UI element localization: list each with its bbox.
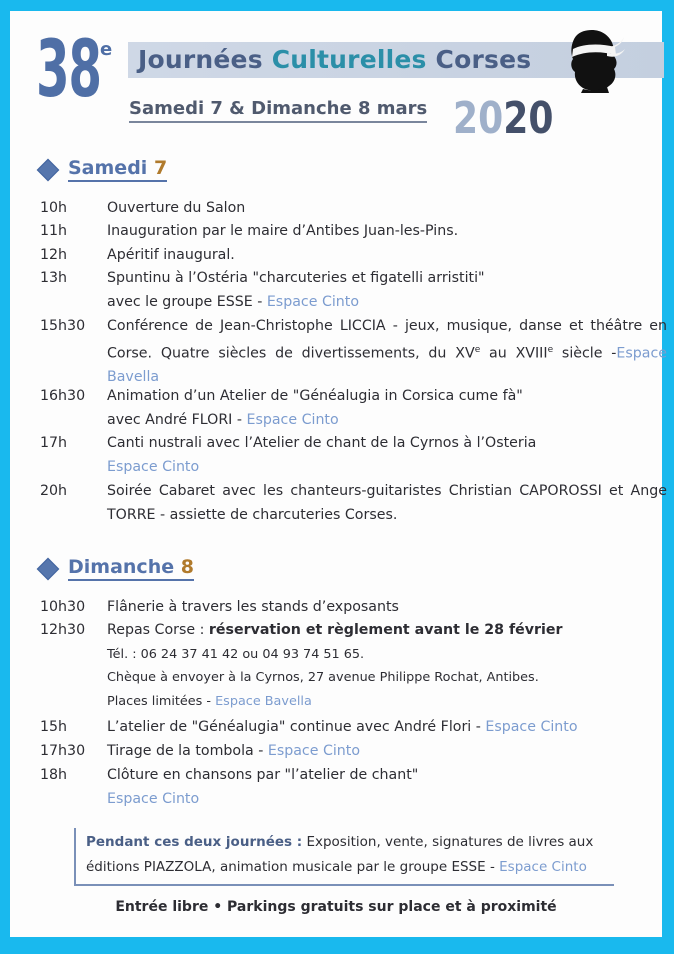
moor-head-icon [563, 29, 625, 93]
event-year: 2020 [453, 93, 554, 144]
program-page: 38 e Journées Culturelles Corses Samedi 7 & Dimanche 8 mars 2020 Samedi 7 10h Ouverture du Salon 11h Inauguration par le maire d’Antibes Juan-les-Pins. 12h Apéritif inaugural. 13h Spuntinu à l’Ostéria "charcuteries et figatelli arristiti" avec le groupe ESSE - Espace Cinto 15h30 Conférence de Jean-Christophe LICCIA - jeux, musique, danse et théâtre en Corse. Quatre siècles de divertissements, du XVe au XVIIIe siècle -Espace Bavella 16h30 Animation d’un Atelier de "Généalugia in Corsica cume fà" avec André FLORI - Espace Cinto 17h Canti nustrali avec l’Atelier de chant de la Cyrnos à l’Osteria Espace Cinto 20h Soirée Cabaret avec les chanteurs-guitaristes Christian CAPOROSSI et Ange TORRE - assiette de charcuteries Corses. Dimanche 8 10h30 Flânerie à travers les stands d’exposants 12h30 Repas Corse : réservation et règlement avant le 28 février Tél. : 06 24 37 41 42 ou 04 93 74 51 65. Chèque à envoyer à la Cyrnos, 27 avenue Philippe Rochat, Antibes. Places limitées - Espace Bavella 15h L’atelier de "Généalugia" continue avec André Flori - Espace Cinto 17h30 Tirage de la tombola - Espace Cinto 18h Clôture en chansons par "l’atelier de chant" Espace Cinto Pendant ces deux journées : Exposition, vente, signatures de livres aux éditions PIAZZOLA, animation musicale par le groupe ESSE - Espace Cinto Entrée libre • Parkings gratuits sur place et à proximité [10, 11, 662, 937]
saturday-heading: Samedi 7 [40, 157, 167, 182]
diamond-bullet-icon [37, 158, 60, 181]
event-dates: Samedi 7 & Dimanche 8 mars [129, 98, 427, 123]
edition-number: 38 [36, 25, 101, 115]
edition-suffix: e [100, 39, 113, 60]
page-title: Journées Culturelles Corses [138, 45, 532, 74]
footer-note: Entrée libre • Parkings gratuits sur place et à proximité [115, 899, 557, 915]
diamond-bullet-icon [37, 557, 60, 580]
sunday-heading: Dimanche 8 [40, 556, 194, 581]
info-box: Pendant ces deux journées : Exposition, vente, signatures de livres aux éditions PIAZZOLA, animation musicale par le groupe ESSE - Espace Cinto [74, 828, 614, 886]
